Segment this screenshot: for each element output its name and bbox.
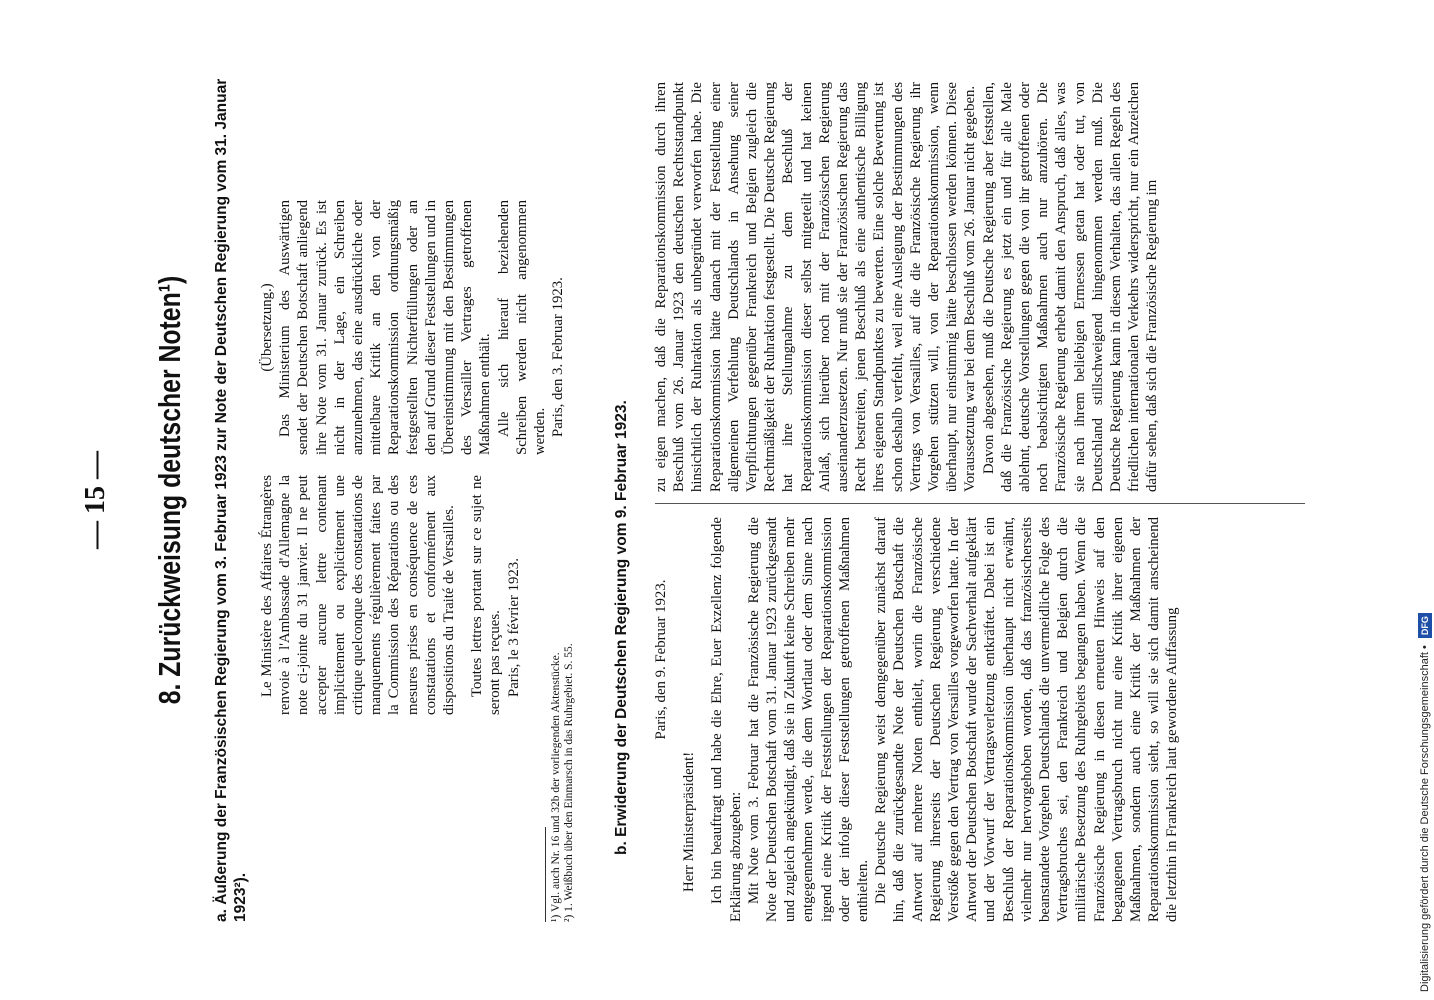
page-number: — 15 —	[80, 451, 111, 549]
section-b-paragraph-4: zu eigen machen, daß die Reparationskommission durch ihren Beschluß vom 26. Januar 1923 den deutschen Rechtsstandpunkt hinsichtlich der Ruhraktion als unbegründet verworfen habe. Die Reparationskommission hätte danach mit der Feststellung einer allgemeinen Verfehlung Deutschlands in Ansehung seiner Verpflichtungen gegenüber Frankreich und Belgien zugleich die Rechtmäßigkeit der Ruhraktion festgestellt. Die Deutsche Regierung hat ihre Stellungnahme zu dem Beschluß der Reparationskommission dieser selbst mitgeteilt und hat keinen Anlaß, sich hierüber noch mit der Französischen Regierung auseinanderzusetzen. Nur muß sie der Französischen Regierung das Recht bestreiten, jenen Beschluß als eine authentische Billigung ihres eigenen Standpunktes zu bewerten. Eine solche Bewertung ist schon deshalb verfehlt, weil eine Auslegung der Bestimmungen des Vertrags von Versailles, auf die die Französische Regierung ihr Vorgehen stützen will, von der Reparationskommission, wenn überhaupt, nur einstimmig hätte beschlossen werden können. Diese Voraussetzung war bei dem Beschluß vom 26. Januar nicht gegeben.	[653, 82, 979, 492]
letter-date: Paris, den 9. Februar 1923.	[653, 579, 669, 740]
dfg-logo-badge: DFG	[1418, 613, 1432, 638]
french-paragraph-2: Toutes lettres portant sur ce sujet ne seront pas reçues.	[469, 475, 504, 715]
german-paragraph-1: Das Ministerium des Auswärtigen sendet der Deutschen Botschaft anliegend ihre Note vom 31. Januar zurück. Es ist nicht in der Lage, ein Schreiben anzunehmen, das eine ausdrückliche oder mittelbare Kritik an den von der Reparationskommission ordnungsmäßig festgestellten Nichterfüllungen oder an den auf Grund dieser Feststellungen und in Übereinstimmung mit den Bestimmungen des Versailler Vertrages getroffenen Maßnahmen enthält.	[277, 200, 494, 455]
salutation: Herr Ministerpräsident!	[681, 751, 698, 892]
french-paragraph-1: Le Ministère des Affaires Étrangères renvoie à l'Ambassade d'Allemagne la note ci-jointe du 31 janvier. Il ne peut accepter aucune lettre contenant implicitement ou explicitement une critique quelconque des constatations de manquements régulièrement faites par la Commission des Réparations ou des mesures prises en conséquence de ces constatations et conformément aux dispositions du Traité de Versailles.	[259, 475, 458, 715]
german-paragraph-2: Alle sich hierauf beziehenden Schreiben werden nicht angenommen werden.	[495, 200, 549, 455]
page-title: 8. Zurückweisung deutscher Noten¹)	[152, 275, 187, 705]
digitization-stamp-text: Digitalisierung gefördert durch die Deutsche Forschungsgemeinschaft •	[1419, 645, 1431, 992]
section-b-paragraph-1: Ich bin beauftragt und habe die Ehre, Euer Exzellenz folgende Erklärung abzugeben:	[709, 517, 744, 922]
section-b-paragraph-3: Die Deutsche Regierung weist demgegenüber zunächst darauf hin, daß die zurückgesandte Note der Deutschen Botschaft die Antwort auf mehrere Noten enthielt, worin die Französische Regierung ihrerseits der Deutschen Regierung verschiedene Verstöße gegen den Vertrag von Versailles vorgeworfen hatte. In der Antwort der Deutschen Botschaft wurde der Sachverhalt aufgeklärt und der Vorwurf der Vertragsverletzung entkräftet. Dabei ist ein Beschluß der Reparationskommission überhaupt nicht erwähnt, vielmehr nur hervorgehoben worden, daß das französischerseits beanstandete Vorgehen Deutschlands die unvermeidliche Folge des Vertragsbruches sei, den Frankreich und Belgien durch die militärische Besetzung des Ruhrgebiets begangen haben. Wenn die Französische Regierung in diesen erneuten Hinweis auf den begangenen Vertragsbruch nicht nur eine Kritik ihrer eigenen Maßnahmen, sondern auch eine Kritik der Maßnahmen der Reparationskommission sieht, so will sie sich damit anscheinend die letzthin in Frankreich laut gewordene Auffassung	[873, 517, 1181, 922]
translation-label: (Übersetzung.)	[259, 283, 275, 372]
digitization-stamp	[1416, 8, 1434, 992]
german-date: Paris, den 3. Februar 1923.	[550, 277, 567, 437]
french-column	[258, 475, 523, 715]
section-b-right-column	[652, 82, 1162, 492]
footnotes	[550, 322, 576, 922]
footnote-rule	[545, 827, 546, 922]
section-b-heading: b. Erwiderung der Deutschen Regierung vom 9. Februar 1923.	[613, 400, 630, 855]
section-a-heading: a. Äußerung der Französischen Regierung vom 3. Februar 1923 zur Note der Deutschen Regierung vom 31. Januar 1923²).	[213, 78, 249, 922]
section-b-paragraph-2: Mit Note vom 3. Februar hat die Französische Regierung die Note der Deutschen Botschaft vom 31. Januar 1923 zurückgesandt und zugleich angekündigt, daß sie in Zukunft keine Schreiben mehr entgegennehmen werde, die dem Wortlaut oder dem Sinne nach irgend eine Kritik der Feststellungen der Reparationskommission oder der infolge dieser Feststellungen getroffenen Maßnahmen enthielten.	[745, 517, 872, 922]
column-divider	[655, 503, 1305, 504]
french-date: Paris, le 3 février 1923.	[505, 558, 522, 697]
footnote-1: ¹) Vgl. auch Nr. 16 und 32b der vorliegenden Aktenstücke.	[550, 652, 562, 922]
footnote-2: ²) 1. Weißbuch über den Einmarsch in das Ruhrgebiet. S. 55.	[563, 643, 575, 922]
german-translation-column	[258, 200, 567, 455]
section-b-left-column	[652, 517, 1182, 922]
section-b-paragraph-5: Davon abgesehen, muß die Deutsche Regierung aber feststellen, daß die Französische Regierung es jetzt ein und für alle Male ablehnt, deutsche Vorstellungen gegen die von ihr getroffenen oder noch beabsichtigten Maßnahmen auch nur anzuhören. Die Französische Regierung erhebt damit den Anspruch, daß alles, was sie nach ihrem beliebigen Ermessen getan hat oder tut, von Deutschland stillschweigend hingenommen werden muß. Die Deutsche Regierung kann in diesem Verhalten, das allen Regeln des friedlichen internationalen Verkehrs widerspricht, nur ein Anzeichen dafür sehen, daß sich die Französische Regierung im	[980, 82, 1161, 492]
